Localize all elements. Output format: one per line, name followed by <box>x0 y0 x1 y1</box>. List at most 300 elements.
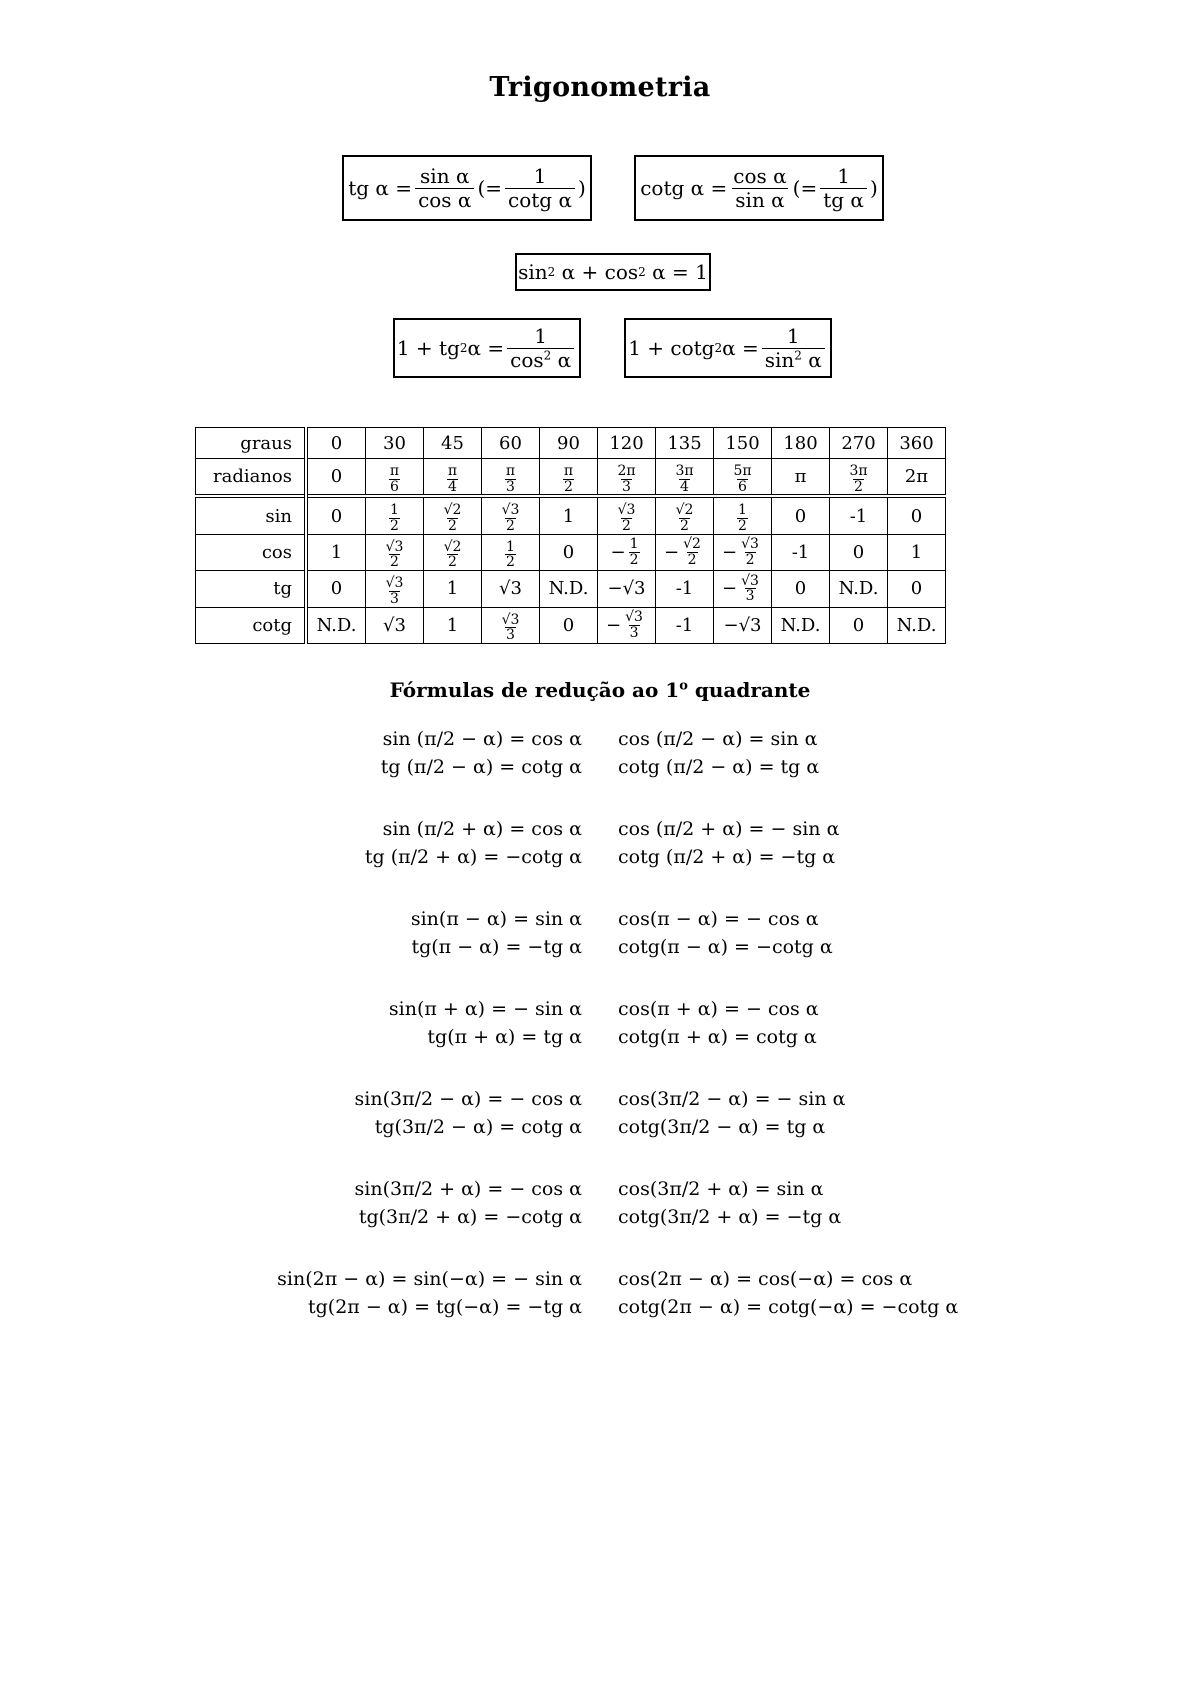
table-cell <box>598 607 656 643</box>
reduction-group <box>0 1085 1200 1141</box>
fraction-numerator: 1 <box>629 536 639 553</box>
fraction-numerator: √3 <box>501 502 520 519</box>
value-fraction <box>505 464 516 494</box>
formula-row <box>0 1085 1200 1113</box>
reduction-group <box>0 1175 1200 1231</box>
table-cell <box>366 607 424 643</box>
fraction-denominator: 2 <box>506 554 515 571</box>
fraction-numerator: √2 <box>443 538 462 555</box>
table-cell <box>424 607 482 643</box>
cell-value: 0 <box>852 614 865 636</box>
cell-value: 90 <box>557 432 580 454</box>
cell-value: N.D. <box>896 614 937 636</box>
fraction-denominator: 2 <box>390 554 399 571</box>
cell-value: 180 <box>783 432 818 454</box>
cell-value: -1 <box>849 505 868 527</box>
cell-value: -1 <box>675 578 694 600</box>
tg-def-paren-open: (= <box>477 176 502 200</box>
table-cell <box>830 496 888 534</box>
cell-value: 0 <box>910 578 923 600</box>
reduction-title-sup: o <box>679 678 688 694</box>
fraction-numerator: π <box>563 463 574 479</box>
tg-def-fraction-2 <box>505 163 575 212</box>
cotg-def-paren-close: ) <box>869 176 878 200</box>
fraction-denominator: 3 <box>745 588 755 605</box>
table-cell <box>772 459 830 497</box>
fraction-numerator: 1 <box>390 502 399 519</box>
table-cell <box>540 571 598 607</box>
formula-left: sin(2π − α) = sin(−α) = − sin α <box>277 1268 582 1290</box>
cell-value <box>664 537 705 567</box>
table-cell <box>540 607 598 643</box>
fraction-denominator: 2 <box>448 518 457 535</box>
fraction-denominator: 3 <box>390 590 399 607</box>
minus-sign: − <box>722 541 738 563</box>
table-cell <box>830 459 888 497</box>
cell-value <box>502 464 519 494</box>
cell-value: 150 <box>725 432 760 454</box>
cell-value: 0 <box>794 505 807 527</box>
cotg-def-num: cos α <box>733 163 787 188</box>
table-cell <box>656 428 714 459</box>
value-fraction <box>443 540 463 570</box>
cotgp-den-wrap <box>762 348 825 371</box>
value-fraction <box>675 503 695 533</box>
table-cell <box>888 571 946 607</box>
cell-value: 0 <box>562 541 575 563</box>
table-row <box>196 459 946 497</box>
tg-def-den: cos α <box>415 188 474 211</box>
fraction-numerator: √2 <box>675 502 694 519</box>
cell-value: 1 <box>446 614 459 636</box>
fraction-denominator: 2 <box>738 518 747 535</box>
fraction-numerator: √3 <box>501 611 520 628</box>
cell-value: −√3 <box>723 614 762 636</box>
cell-value: √3 <box>499 578 522 600</box>
cell-value: 1 <box>910 541 923 563</box>
table-cell <box>656 607 714 643</box>
value-fraction <box>389 464 400 494</box>
value-fraction <box>848 464 868 494</box>
cell-value <box>729 464 755 494</box>
value-fraction <box>447 464 458 494</box>
table-cell <box>656 459 714 497</box>
cotgp-den2: α <box>808 347 822 372</box>
formula-row <box>0 1023 1200 1051</box>
value-fraction <box>732 464 752 494</box>
table-cell <box>366 496 424 534</box>
formula-left: sin (π/2 + α) = cos α <box>382 818 582 840</box>
reduction-group <box>0 1265 1200 1321</box>
fraction-numerator: 3π <box>675 463 694 479</box>
reduction-group <box>0 815 1200 871</box>
table-cell <box>598 459 656 497</box>
minus-sign: − <box>664 541 680 563</box>
formula-right: cotg(3π/2 − α) = tg α <box>618 1116 826 1138</box>
tg-def-paren-close: ) <box>577 176 586 200</box>
table-cell <box>424 459 482 497</box>
trig-values-table <box>195 427 946 644</box>
fraction-numerator: 5π <box>733 463 752 479</box>
reduction-group <box>0 995 1200 1051</box>
table-cell <box>830 534 888 570</box>
table-row <box>196 496 946 534</box>
fraction-denominator: 6 <box>390 478 399 495</box>
cell-value <box>386 503 403 533</box>
fraction-denominator: 2 <box>745 551 755 568</box>
table-cell <box>714 607 772 643</box>
fraction-numerator: π <box>389 463 400 479</box>
formula-right: cos(3π/2 − α) = − sin α <box>618 1088 846 1110</box>
value-fraction <box>443 503 463 533</box>
table-cell <box>366 459 424 497</box>
cotgp-fraction <box>762 323 825 372</box>
table-cell <box>482 428 540 459</box>
formula-row <box>0 1113 1200 1141</box>
fraction-denominator: 4 <box>448 478 457 495</box>
cell-value <box>672 503 698 533</box>
table-cell <box>714 534 772 570</box>
table-cell <box>772 428 830 459</box>
cell-value: 270 <box>841 432 876 454</box>
table-cell <box>714 459 772 497</box>
fraction-denominator: 2 <box>687 551 697 568</box>
tgp-lhs: 1 + tg <box>396 336 460 360</box>
cell-value: √3 <box>383 614 406 636</box>
cell-value <box>606 610 647 640</box>
value-fraction <box>505 540 516 570</box>
formula-left: sin(3π/2 + α) = − cos α <box>354 1178 582 1200</box>
cell-value: -1 <box>791 541 810 563</box>
table-cell <box>714 496 772 534</box>
fraction-numerator: π <box>447 463 458 479</box>
table-cell <box>424 428 482 459</box>
fraction-numerator: π <box>505 463 516 479</box>
fraction-denominator: 2 <box>854 478 863 495</box>
pythag-sin: sin <box>518 260 548 284</box>
value-fraction <box>501 503 521 533</box>
formula-row <box>0 725 1200 753</box>
table-cell <box>598 428 656 459</box>
formula-right: cos(2π − α) = cos(−α) = cos α <box>618 1268 913 1290</box>
cell-value <box>614 503 640 533</box>
formula-right: cotg(3π/2 + α) = −tg α <box>618 1206 842 1228</box>
formula-left: tg(π + α) = tg α <box>427 1026 582 1048</box>
table-cell <box>598 534 656 570</box>
cell-value: 360 <box>899 432 934 454</box>
cotg-def-den: sin α <box>732 188 787 211</box>
cell-value: 0 <box>330 578 343 600</box>
reduction-group <box>0 725 1200 781</box>
fraction-denominator: 3 <box>622 478 631 495</box>
formula-right: cotg(π + α) = cotg α <box>618 1026 817 1048</box>
pythag-mid: α + cos <box>561 260 639 284</box>
formula-left: sin (π/2 − α) = cos α <box>382 728 582 750</box>
cell-value: 0 <box>794 578 807 600</box>
tgp-den-wrap <box>507 348 574 371</box>
fraction-denominator: 2 <box>506 518 515 535</box>
cell-value: 1 <box>446 578 459 600</box>
cell-value <box>722 574 763 604</box>
table-cell <box>482 459 540 497</box>
cell-value: 1 <box>562 505 575 527</box>
cotg-def-fraction-2 <box>820 163 867 212</box>
fraction-denominator: 2 <box>390 518 399 535</box>
table-cell <box>598 496 656 534</box>
cell-value: 0 <box>910 505 923 527</box>
cell-value <box>610 537 642 567</box>
minus-sign: − <box>606 614 622 636</box>
tgp-den: cos <box>510 347 544 372</box>
table-cell <box>656 496 714 534</box>
fraction-denominator: 3 <box>506 478 515 495</box>
fraction-numerator: √3 <box>617 502 636 519</box>
formula-right: cotg(2π − α) = cotg(−α) = −cotg α <box>618 1296 959 1318</box>
formula-right: cotg (π/2 + α) = −tg α <box>618 846 836 868</box>
fraction-denominator: 2 <box>448 554 457 571</box>
table-cell <box>306 571 366 607</box>
value-fraction <box>389 503 400 533</box>
formula-right: cos(π + α) = − cos α <box>618 998 819 1020</box>
value-fraction <box>624 610 644 640</box>
table-cell <box>888 459 946 497</box>
table-cell <box>830 571 888 607</box>
cotg-def-lhs: cotg α = <box>640 176 728 200</box>
row-label-tg: tg <box>196 571 307 607</box>
fraction-denominator: 4 <box>680 478 689 495</box>
table-cell <box>366 534 424 570</box>
value-fraction <box>617 503 637 533</box>
cotgp-lhs2: α = <box>722 336 759 360</box>
cell-value <box>382 540 408 570</box>
table-cell <box>772 571 830 607</box>
fraction-numerator: √3 <box>741 536 759 553</box>
table-cell <box>888 428 946 459</box>
reduction-title-post: quadrante <box>687 678 811 702</box>
tg-def-den2: cotg α <box>505 188 575 211</box>
reduction-group <box>0 905 1200 961</box>
fraction-denominator: 3 <box>506 627 515 644</box>
fraction-numerator: √3 <box>741 572 759 589</box>
formula-row <box>0 815 1200 843</box>
tg-definition-box <box>342 155 592 221</box>
formula-right: cotg(π − α) = −cotg α <box>618 936 833 958</box>
cotg-def-fraction <box>730 163 789 212</box>
cotg-definition-box <box>634 155 884 221</box>
value-fraction <box>740 537 760 567</box>
table-cell <box>888 534 946 570</box>
cotgp-lhs: 1 + cotg <box>628 336 715 360</box>
formula-row <box>0 1293 1200 1321</box>
value-fraction <box>385 540 405 570</box>
fraction-denominator: 2 <box>680 518 689 535</box>
table-cell <box>830 607 888 643</box>
cell-value: 135 <box>667 432 702 454</box>
fraction-numerator: √2 <box>443 502 462 519</box>
value-fraction <box>737 503 748 533</box>
fraction-denominator: 2 <box>622 518 631 535</box>
value-fraction <box>501 613 521 643</box>
table-cell <box>540 496 598 534</box>
table-cell <box>656 571 714 607</box>
page-title: Trigonometria <box>489 72 711 103</box>
formula-left: sin(π − α) = sin α <box>410 908 582 930</box>
tg-def-fraction <box>415 163 474 212</box>
formula-right: cos(π − α) = − cos α <box>618 908 819 930</box>
tg-def-num: sin α <box>420 163 470 188</box>
value-fraction <box>616 464 636 494</box>
cell-value <box>498 503 524 533</box>
cell-value: N.D. <box>838 578 879 600</box>
table-cell <box>772 607 830 643</box>
table-cell <box>540 428 598 459</box>
tg-def-lhs: tg α = <box>348 176 413 200</box>
table-cell <box>888 607 946 643</box>
fraction-numerator: √3 <box>385 538 404 555</box>
formula-row <box>0 1175 1200 1203</box>
cotgp-den-exp: 2 <box>794 347 802 362</box>
formula-right: cos(3π/2 + α) = sin α <box>618 1178 824 1200</box>
table-cell <box>830 428 888 459</box>
value-fraction <box>740 574 760 604</box>
cell-value <box>502 540 519 570</box>
reduction-title-pre: Fórmulas de redução ao 1 <box>389 678 680 702</box>
row-label-radianos: radianos <box>196 459 307 497</box>
pythagorean-identity-box: sin 2 α + cos 2 α = 1 <box>515 253 711 291</box>
table-row <box>196 607 946 643</box>
tg-def-num2: 1 <box>533 163 547 188</box>
cell-value: 60 <box>499 432 522 454</box>
table-cell <box>714 571 772 607</box>
reduction-title <box>0 678 1200 702</box>
cell-value <box>560 464 577 494</box>
cell-value: −√3 <box>607 578 646 600</box>
cell-value: 0 <box>562 614 575 636</box>
cell-value: π <box>794 466 807 488</box>
cell-value: 2π <box>904 466 929 488</box>
fraction-denominator: 3 <box>629 624 639 641</box>
tgp-num: 1 <box>534 323 548 348</box>
table-cell <box>424 571 482 607</box>
table-cell <box>540 459 598 497</box>
cell-value <box>440 540 466 570</box>
formula-left: tg(π − α) = −tg α <box>411 936 582 958</box>
fraction-numerator: √3 <box>385 575 404 592</box>
table-row <box>196 534 946 570</box>
table-cell <box>656 534 714 570</box>
row-label-cos: cos <box>196 534 307 570</box>
table-cell <box>888 496 946 534</box>
table-cell <box>366 428 424 459</box>
cell-value <box>722 537 763 567</box>
table-cell <box>306 428 366 459</box>
formula-left: sin(π + α) = − sin α <box>388 998 582 1020</box>
table-cell <box>366 571 424 607</box>
cell-value: 0 <box>330 432 343 454</box>
formula-right: cos (π/2 + α) = − sin α <box>618 818 840 840</box>
table-cell <box>306 607 366 643</box>
formula-left: tg(3π/2 − α) = cotg α <box>374 1116 582 1138</box>
pythag-end: α = 1 <box>652 260 708 284</box>
cell-value: 0 <box>330 505 343 527</box>
table-row <box>196 428 946 459</box>
tgp-fraction <box>507 323 574 372</box>
cotgp-den: sin <box>764 347 795 372</box>
cell-value: -1 <box>675 614 694 636</box>
cell-value <box>613 464 639 494</box>
formula-row <box>0 843 1200 871</box>
minus-sign: − <box>610 541 626 563</box>
minus-sign: − <box>722 578 738 600</box>
fraction-numerator: 3π <box>849 463 868 479</box>
tgp-den2: α <box>557 347 572 372</box>
formula-row <box>0 995 1200 1023</box>
cell-value <box>444 464 461 494</box>
cotg-def-paren-open: (= <box>792 176 818 200</box>
table-cell <box>306 459 366 497</box>
cotg-def-den2: tg α <box>820 188 867 211</box>
value-fraction <box>629 537 640 567</box>
formula-row <box>0 1203 1200 1231</box>
cotgp-num: 1 <box>786 323 800 348</box>
fraction-denominator: 6 <box>738 478 747 495</box>
cotg-def-num2: 1 <box>837 163 850 188</box>
cell-value: 0 <box>330 466 343 488</box>
table-cell <box>714 428 772 459</box>
cell-value <box>671 464 697 494</box>
row-label-graus: graus <box>196 428 307 459</box>
fraction-denominator: 2 <box>629 551 639 568</box>
formula-right: cos (π/2 − α) = sin α <box>618 728 818 750</box>
cell-value <box>734 503 751 533</box>
formula-row <box>0 753 1200 781</box>
cell-value <box>440 503 466 533</box>
table-cell <box>306 496 366 534</box>
row-label-cotg: cotg <box>196 607 307 643</box>
formula-left: sin(3π/2 − α) = − cos α <box>354 1088 582 1110</box>
formula-left: tg(3π/2 + α) = −cotg α <box>358 1206 582 1228</box>
fraction-numerator: 1 <box>506 538 515 555</box>
cell-value: N.D. <box>316 614 357 636</box>
table-cell <box>598 571 656 607</box>
cell-value <box>845 464 871 494</box>
value-fraction <box>385 576 405 606</box>
table-cell <box>772 496 830 534</box>
cell-value: 45 <box>441 432 464 454</box>
table-cell <box>482 571 540 607</box>
cell-value: 30 <box>383 432 406 454</box>
cotg-pythagorean-box: 1 + cotg 2 α = $\frac{1}{\sin^2 \alpha}$ <box>624 318 832 378</box>
tgp-den-exp: 2 <box>543 347 552 362</box>
cell-value <box>386 464 403 494</box>
fraction-numerator: 2π <box>617 463 636 479</box>
table-cell <box>424 496 482 534</box>
fraction-numerator: 1 <box>738 502 747 519</box>
formula-left: tg (π/2 − α) = cotg α <box>380 756 582 778</box>
table-cell <box>482 496 540 534</box>
table-cell <box>540 534 598 570</box>
cell-value: 1 <box>330 541 343 563</box>
formula-row <box>0 933 1200 961</box>
table-row <box>196 571 946 607</box>
table-cell <box>482 607 540 643</box>
table-cell <box>482 534 540 570</box>
formula-left: tg (π/2 + α) = −cotg α <box>364 846 582 868</box>
value-fraction <box>563 464 574 494</box>
value-fraction <box>674 464 694 494</box>
cell-value: N.D. <box>780 614 821 636</box>
tgp-lhs2: α = <box>467 336 505 360</box>
